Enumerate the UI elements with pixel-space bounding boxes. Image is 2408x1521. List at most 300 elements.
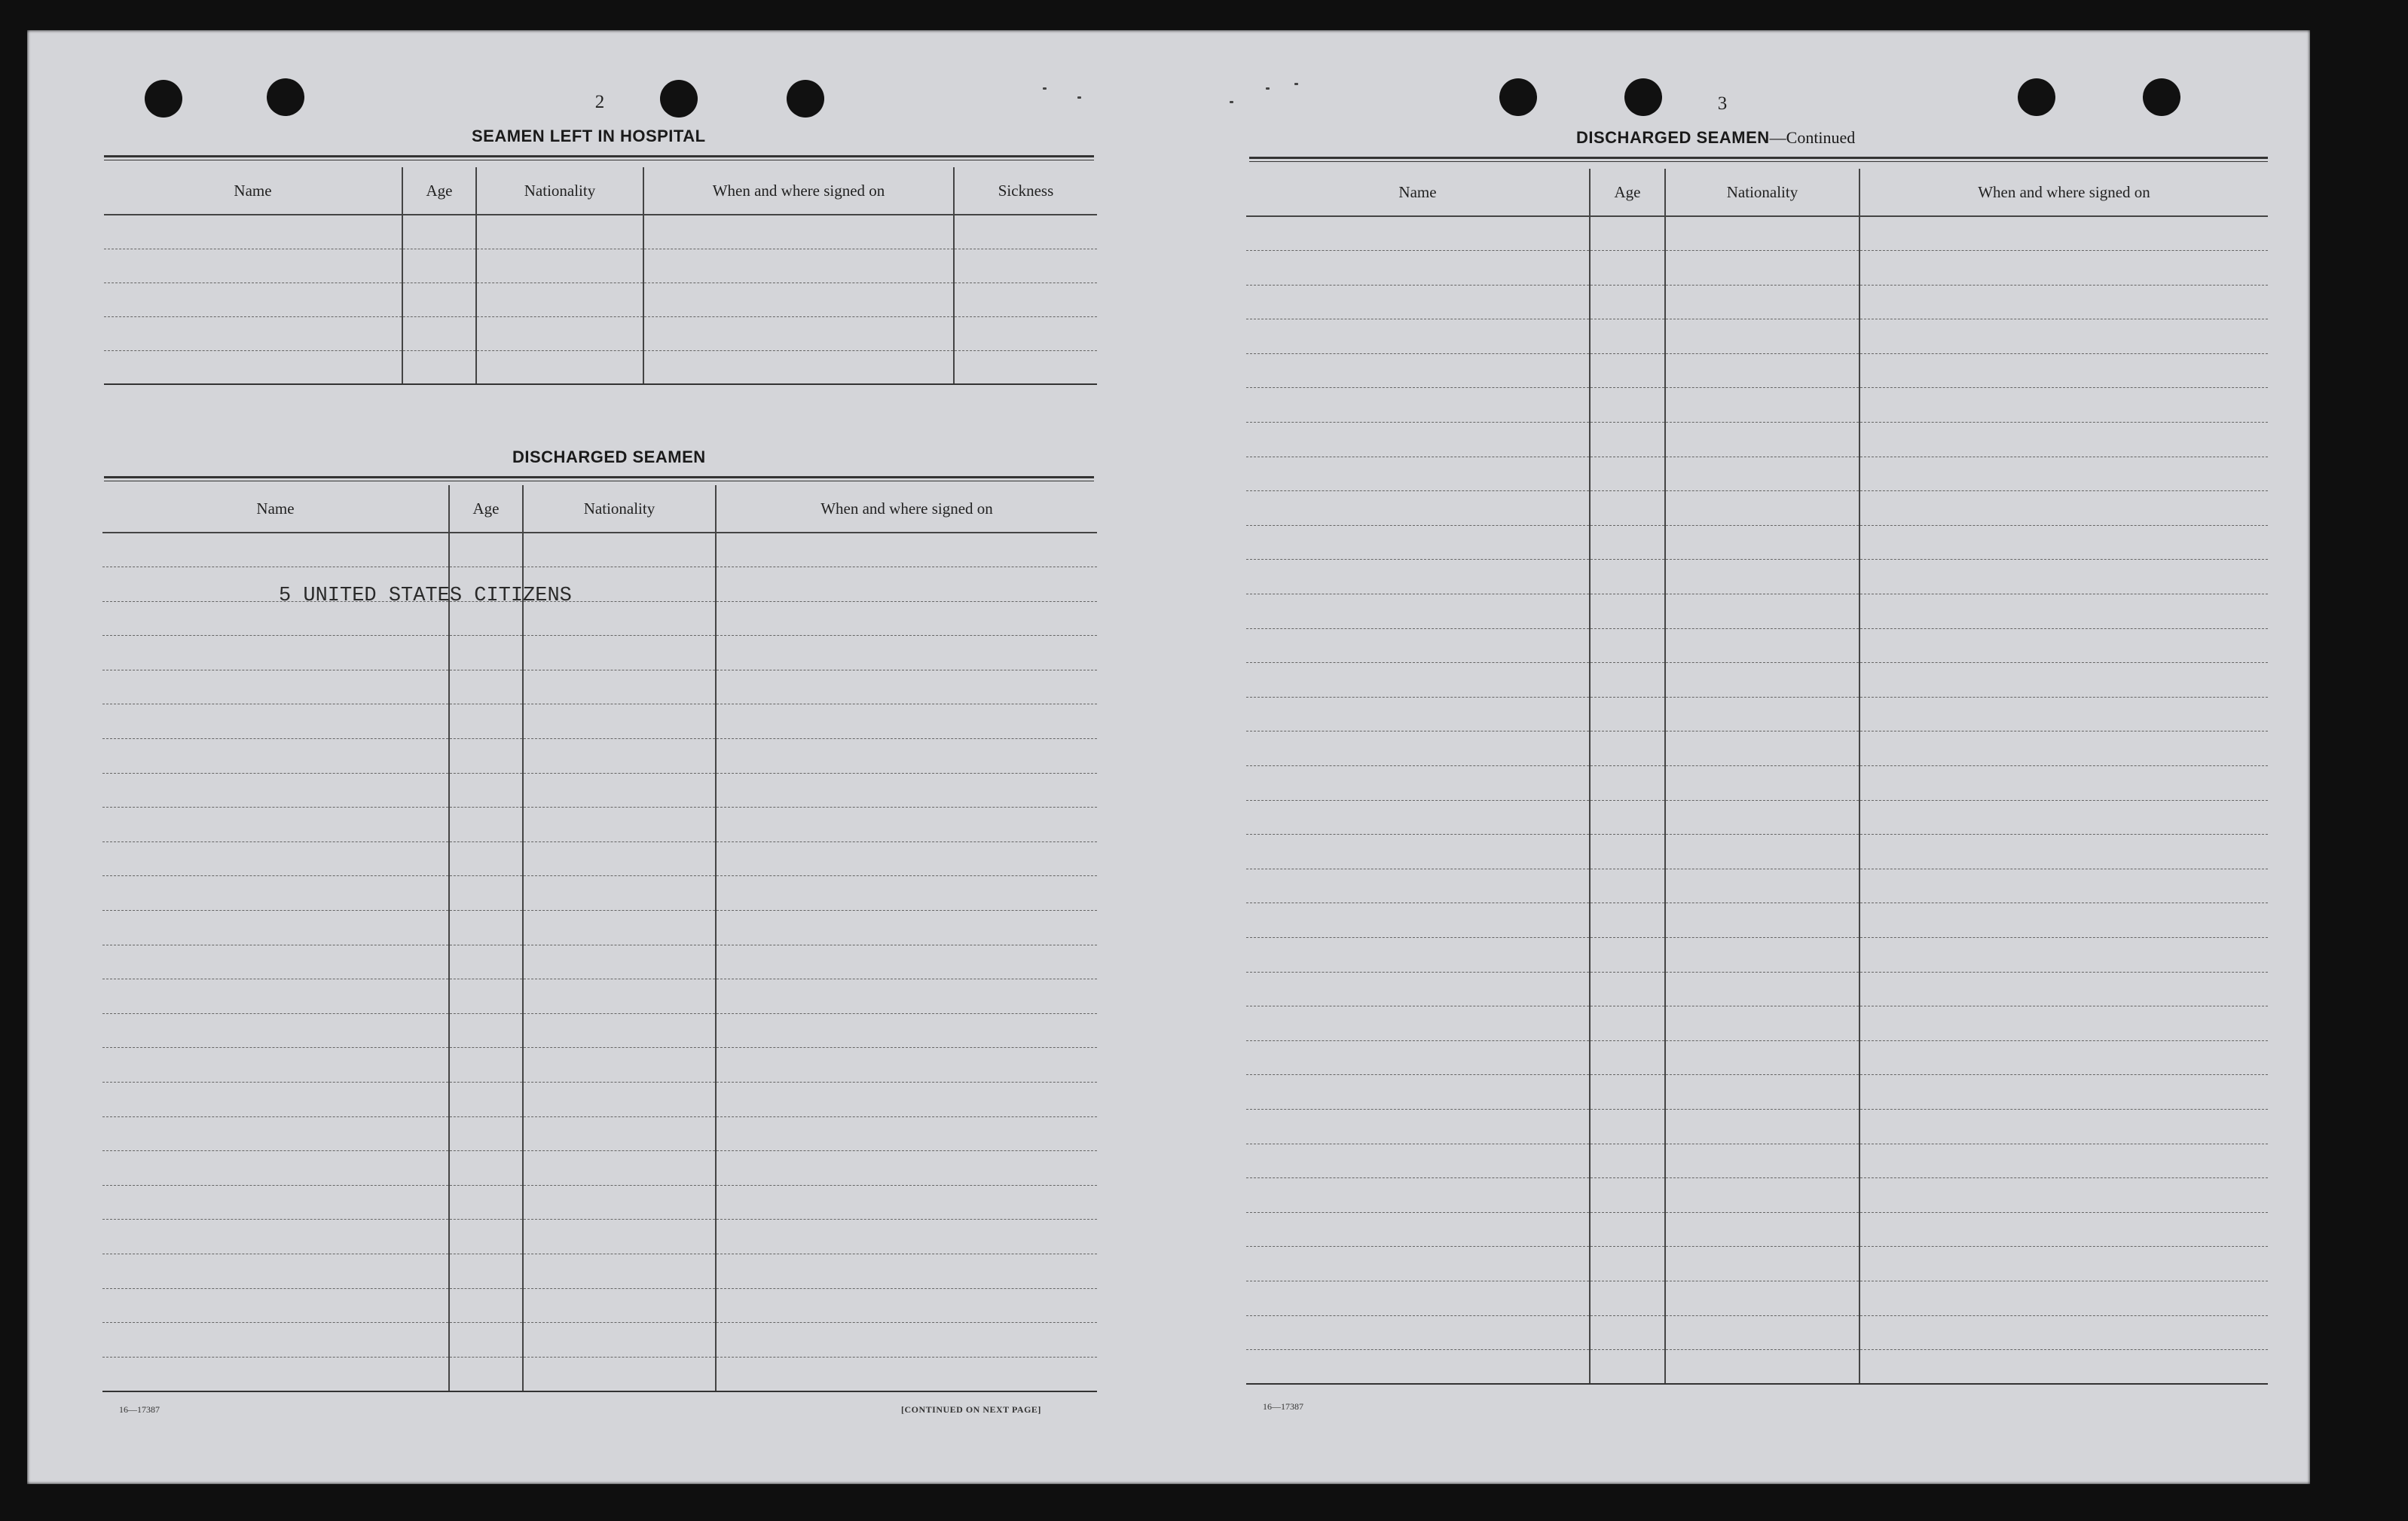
table-cell[interactable] bbox=[102, 1048, 449, 1083]
table-cell[interactable] bbox=[1859, 697, 2268, 731]
table-cell[interactable] bbox=[104, 283, 402, 316]
table-cell[interactable] bbox=[1590, 835, 1665, 869]
punch-hole bbox=[2143, 78, 2180, 116]
table-cell[interactable] bbox=[1246, 1109, 1590, 1144]
table-cell[interactable] bbox=[1590, 1315, 1665, 1350]
table-cell[interactable] bbox=[1246, 560, 1590, 594]
table-cell[interactable] bbox=[1590, 594, 1665, 629]
table-cell[interactable] bbox=[1246, 731, 1590, 766]
table-cell[interactable] bbox=[1665, 869, 1859, 903]
table-cell[interactable] bbox=[1665, 423, 1859, 457]
col-header-name: Name bbox=[104, 167, 402, 215]
table-cell[interactable] bbox=[1665, 697, 1859, 731]
table-cell[interactable] bbox=[1665, 1247, 1859, 1281]
table-row bbox=[102, 1083, 1097, 1117]
table-cell[interactable] bbox=[1246, 353, 1590, 388]
table-cell[interactable] bbox=[1859, 869, 2268, 903]
ledger-sheet bbox=[27, 30, 2310, 1484]
table-cell[interactable] bbox=[102, 1013, 449, 1048]
table-cell[interactable] bbox=[104, 249, 402, 283]
table-cell[interactable] bbox=[716, 1323, 1097, 1358]
table-cell[interactable] bbox=[1859, 1281, 2268, 1315]
right-title-suffix: —Continued bbox=[1769, 128, 1856, 147]
table-row bbox=[1246, 1040, 2268, 1075]
table-cell[interactable] bbox=[716, 1083, 1097, 1117]
hospital-table bbox=[104, 167, 1097, 385]
table-cell[interactable] bbox=[716, 841, 1097, 876]
col-header-name: Name bbox=[1246, 169, 1590, 216]
table-cell[interactable] bbox=[1246, 457, 1590, 491]
table-cell[interactable] bbox=[102, 1357, 449, 1391]
table-row bbox=[1246, 869, 2268, 903]
table-row bbox=[1246, 353, 2268, 388]
table-row bbox=[1246, 1075, 2268, 1110]
table-cell[interactable] bbox=[1665, 1212, 1859, 1247]
table-cell[interactable] bbox=[1590, 285, 1665, 319]
table-cell[interactable] bbox=[1246, 1281, 1590, 1315]
table-cell[interactable] bbox=[476, 283, 643, 316]
table-cell[interactable] bbox=[716, 601, 1097, 636]
table-cell[interactable] bbox=[716, 1288, 1097, 1323]
table-cell[interactable] bbox=[523, 704, 716, 739]
table-cell[interactable] bbox=[102, 808, 449, 842]
table-cell[interactable] bbox=[1590, 1178, 1665, 1213]
table-cell[interactable] bbox=[523, 1013, 716, 1048]
table-cell[interactable] bbox=[1665, 1281, 1859, 1315]
table-cell[interactable] bbox=[523, 841, 716, 876]
table-cell[interactable] bbox=[643, 316, 954, 350]
table-cell[interactable] bbox=[449, 1116, 523, 1151]
table-cell[interactable] bbox=[1590, 1006, 1665, 1041]
table-cell[interactable] bbox=[523, 533, 716, 567]
table-cell[interactable] bbox=[716, 670, 1097, 704]
table-row bbox=[1246, 594, 2268, 629]
table-row bbox=[102, 1048, 1097, 1083]
table-cell[interactable] bbox=[102, 773, 449, 808]
table-cell[interactable] bbox=[1246, 903, 1590, 938]
table-cell[interactable] bbox=[1859, 628, 2268, 663]
table-cell[interactable] bbox=[1246, 525, 1590, 560]
table-cell[interactable] bbox=[1590, 697, 1665, 731]
table-cell[interactable] bbox=[716, 1357, 1097, 1391]
table-cell[interactable] bbox=[1246, 1040, 1590, 1075]
table-cell[interactable] bbox=[1246, 216, 1590, 251]
table-row bbox=[102, 567, 1097, 602]
table-cell[interactable] bbox=[1246, 1315, 1590, 1350]
table-cell[interactable] bbox=[1590, 628, 1665, 663]
table-cell[interactable] bbox=[1665, 388, 1859, 423]
table-cell[interactable] bbox=[523, 739, 716, 774]
table-cell[interactable] bbox=[1859, 560, 2268, 594]
table-cell[interactable] bbox=[1246, 1350, 1590, 1385]
table-cell[interactable] bbox=[1590, 903, 1665, 938]
table-cell[interactable] bbox=[1859, 972, 2268, 1006]
table-cell[interactable] bbox=[954, 350, 1097, 384]
table-cell[interactable] bbox=[716, 533, 1097, 567]
table-cell[interactable] bbox=[1665, 319, 1859, 354]
table-cell[interactable] bbox=[523, 1323, 716, 1358]
table-cell[interactable] bbox=[716, 911, 1097, 945]
table-row bbox=[102, 533, 1097, 567]
table-cell[interactable] bbox=[716, 1185, 1097, 1220]
typed-entry: 5 UNITED STATES CITIZENS bbox=[279, 585, 572, 607]
table-cell[interactable] bbox=[716, 945, 1097, 979]
table-cell[interactable] bbox=[102, 636, 449, 670]
table-cell[interactable] bbox=[716, 1116, 1097, 1151]
table-row bbox=[1246, 423, 2268, 457]
table-row bbox=[102, 945, 1097, 979]
table-cell[interactable] bbox=[1246, 800, 1590, 835]
table-cell[interactable] bbox=[1246, 319, 1590, 354]
table-cell[interactable] bbox=[643, 215, 954, 249]
table-cell[interactable] bbox=[1665, 731, 1859, 766]
table-cell[interactable] bbox=[1665, 457, 1859, 491]
table-cell[interactable] bbox=[102, 1151, 449, 1186]
table-cell[interactable] bbox=[1859, 1006, 2268, 1041]
table-cell[interactable] bbox=[1859, 491, 2268, 526]
table-cell[interactable] bbox=[1859, 388, 2268, 423]
table-cell[interactable] bbox=[449, 1013, 523, 1048]
table-cell[interactable] bbox=[1859, 800, 2268, 835]
table-cell[interactable] bbox=[104, 350, 402, 384]
table-cell[interactable] bbox=[523, 1151, 716, 1186]
table-cell[interactable] bbox=[954, 249, 1097, 283]
table-cell[interactable] bbox=[1590, 216, 1665, 251]
table-cell[interactable] bbox=[449, 911, 523, 945]
speck bbox=[1294, 83, 1298, 85]
table-cell[interactable] bbox=[1859, 835, 2268, 869]
punch-hole bbox=[145, 80, 182, 118]
table-cell[interactable] bbox=[102, 1288, 449, 1323]
table-row bbox=[1246, 1006, 2268, 1041]
table-cell[interactable] bbox=[1590, 560, 1665, 594]
table-cell[interactable] bbox=[716, 808, 1097, 842]
table-cell[interactable] bbox=[1246, 697, 1590, 731]
table-cell[interactable] bbox=[1665, 628, 1859, 663]
table-cell[interactable] bbox=[449, 739, 523, 774]
table-cell[interactable] bbox=[402, 283, 476, 316]
table-cell[interactable] bbox=[1665, 285, 1859, 319]
table-cell[interactable] bbox=[1859, 1350, 2268, 1385]
table-cell[interactable] bbox=[449, 670, 523, 704]
table-cell[interactable] bbox=[402, 249, 476, 283]
table-cell[interactable] bbox=[102, 1220, 449, 1254]
table-cell[interactable] bbox=[1665, 1040, 1859, 1075]
table-cell[interactable] bbox=[523, 1220, 716, 1254]
table-cell[interactable] bbox=[523, 945, 716, 979]
table-cell[interactable] bbox=[102, 704, 449, 739]
table-cell[interactable] bbox=[1590, 1040, 1665, 1075]
table-cell[interactable] bbox=[1246, 1212, 1590, 1247]
table-cell[interactable] bbox=[476, 316, 643, 350]
form-number-left: 16—17387 bbox=[119, 1404, 160, 1415]
table-cell[interactable] bbox=[716, 1048, 1097, 1083]
table-cell[interactable] bbox=[104, 316, 402, 350]
table-cell[interactable] bbox=[1246, 835, 1590, 869]
table-row bbox=[102, 1220, 1097, 1254]
table-cell[interactable] bbox=[716, 1220, 1097, 1254]
table-cell[interactable] bbox=[1246, 594, 1590, 629]
table-cell[interactable] bbox=[102, 533, 449, 567]
table-cell[interactable] bbox=[1590, 251, 1665, 286]
table-cell[interactable] bbox=[1665, 560, 1859, 594]
table-cell[interactable] bbox=[1246, 1247, 1590, 1281]
table-cell[interactable] bbox=[449, 1083, 523, 1117]
table-cell[interactable] bbox=[1246, 766, 1590, 801]
table-row bbox=[1246, 1109, 2268, 1144]
table-cell[interactable] bbox=[1665, 800, 1859, 835]
right-top-rule bbox=[1249, 157, 2268, 162]
table-cell[interactable] bbox=[1246, 251, 1590, 286]
table-cell[interactable] bbox=[716, 739, 1097, 774]
table-cell[interactable] bbox=[1859, 1109, 2268, 1144]
table-cell[interactable] bbox=[449, 1151, 523, 1186]
table-cell[interactable] bbox=[1859, 1144, 2268, 1178]
table-row bbox=[1246, 216, 2268, 251]
table-cell[interactable] bbox=[1246, 1178, 1590, 1213]
col-header-sickness: Sickness bbox=[954, 167, 1097, 215]
table-cell[interactable] bbox=[402, 215, 476, 249]
page-number-left: 2 bbox=[594, 92, 605, 112]
table-cell[interactable] bbox=[449, 979, 523, 1014]
table-row bbox=[1246, 525, 2268, 560]
table-cell[interactable] bbox=[102, 841, 449, 876]
table-cell[interactable] bbox=[523, 808, 716, 842]
table-cell[interactable] bbox=[1665, 216, 1859, 251]
table-row bbox=[1246, 251, 2268, 286]
table-cell[interactable] bbox=[449, 1254, 523, 1288]
table-cell[interactable] bbox=[102, 1185, 449, 1220]
col-header-nationality: Nationality bbox=[1665, 169, 1859, 216]
table-cell[interactable] bbox=[1665, 1178, 1859, 1213]
table-cell[interactable] bbox=[716, 567, 1097, 602]
table-cell[interactable] bbox=[449, 1288, 523, 1323]
table-cell[interactable] bbox=[449, 1185, 523, 1220]
table-cell[interactable] bbox=[1590, 1109, 1665, 1144]
table-cell[interactable] bbox=[1665, 835, 1859, 869]
table-cell[interactable] bbox=[523, 1048, 716, 1083]
table-row bbox=[102, 1254, 1097, 1288]
table-cell[interactable] bbox=[476, 215, 643, 249]
table-cell[interactable] bbox=[523, 670, 716, 704]
table-cell[interactable] bbox=[104, 215, 402, 249]
table-cell[interactable] bbox=[1246, 869, 1590, 903]
table-cell[interactable] bbox=[1590, 353, 1665, 388]
table-cell[interactable] bbox=[1859, 731, 2268, 766]
table-cell[interactable] bbox=[449, 704, 523, 739]
table-cell[interactable] bbox=[1859, 1040, 2268, 1075]
table-cell[interactable] bbox=[449, 1220, 523, 1254]
table-row bbox=[1246, 697, 2268, 731]
table-cell[interactable] bbox=[1859, 594, 2268, 629]
table-cell[interactable] bbox=[449, 945, 523, 979]
table-cell[interactable] bbox=[1859, 1212, 2268, 1247]
table-cell[interactable] bbox=[1859, 353, 2268, 388]
table-cell[interactable] bbox=[1246, 423, 1590, 457]
table-cell[interactable] bbox=[1859, 423, 2268, 457]
table-cell[interactable] bbox=[102, 1083, 449, 1117]
table-cell[interactable] bbox=[1665, 1144, 1859, 1178]
table-cell[interactable] bbox=[523, 1185, 716, 1220]
table-row bbox=[1246, 1144, 2268, 1178]
table-cell[interactable] bbox=[1859, 525, 2268, 560]
table-cell[interactable] bbox=[1665, 903, 1859, 938]
table-cell[interactable] bbox=[1859, 937, 2268, 972]
table-cell[interactable] bbox=[1590, 1212, 1665, 1247]
table-cell[interactable] bbox=[1246, 628, 1590, 663]
table-cell[interactable] bbox=[1590, 1281, 1665, 1315]
table-cell[interactable] bbox=[102, 945, 449, 979]
table-cell[interactable] bbox=[1246, 1006, 1590, 1041]
table-cell[interactable] bbox=[449, 636, 523, 670]
table-cell[interactable] bbox=[449, 1323, 523, 1358]
table-cell[interactable] bbox=[1590, 937, 1665, 972]
table-cell[interactable] bbox=[1859, 216, 2268, 251]
table-cell[interactable] bbox=[523, 1288, 716, 1323]
table-cell[interactable] bbox=[1859, 663, 2268, 698]
table-row bbox=[1246, 663, 2268, 698]
table-row bbox=[1246, 800, 2268, 835]
table-cell[interactable] bbox=[1590, 525, 1665, 560]
table-cell[interactable] bbox=[523, 1357, 716, 1391]
col-header-age: Age bbox=[1590, 169, 1665, 216]
table-cell[interactable] bbox=[523, 911, 716, 945]
table-cell[interactable] bbox=[954, 316, 1097, 350]
table-cell[interactable] bbox=[1590, 1350, 1665, 1385]
table-cell[interactable] bbox=[523, 773, 716, 808]
table-cell[interactable] bbox=[102, 1116, 449, 1151]
table-cell[interactable] bbox=[523, 636, 716, 670]
table-cell[interactable] bbox=[1665, 594, 1859, 629]
table-cell[interactable] bbox=[1590, 1247, 1665, 1281]
table-cell[interactable] bbox=[1590, 1144, 1665, 1178]
table-cell[interactable] bbox=[1665, 972, 1859, 1006]
punch-hole bbox=[660, 80, 698, 118]
table-cell[interactable] bbox=[716, 1151, 1097, 1186]
table-cell[interactable] bbox=[1590, 457, 1665, 491]
table-cell[interactable] bbox=[1859, 285, 2268, 319]
table-row bbox=[102, 1323, 1097, 1358]
table-cell[interactable] bbox=[643, 249, 954, 283]
table-cell[interactable] bbox=[1859, 1247, 2268, 1281]
table-cell[interactable] bbox=[102, 739, 449, 774]
table-row bbox=[102, 1185, 1097, 1220]
table-cell[interactable] bbox=[1590, 766, 1665, 801]
table-cell[interactable] bbox=[1665, 663, 1859, 698]
table-cell[interactable] bbox=[1665, 353, 1859, 388]
table-cell[interactable] bbox=[523, 1116, 716, 1151]
table-cell[interactable] bbox=[716, 773, 1097, 808]
table-cell[interactable] bbox=[1665, 1350, 1859, 1385]
table-cell[interactable] bbox=[1246, 491, 1590, 526]
table-cell[interactable] bbox=[449, 1048, 523, 1083]
table-cell[interactable] bbox=[449, 841, 523, 876]
table-cell[interactable] bbox=[449, 533, 523, 567]
table-row bbox=[102, 670, 1097, 704]
table-row bbox=[1246, 731, 2268, 766]
table-cell[interactable] bbox=[1665, 766, 1859, 801]
punch-hole bbox=[267, 78, 304, 116]
table-cell[interactable] bbox=[643, 350, 954, 384]
table-cell[interactable] bbox=[1590, 731, 1665, 766]
table-cell[interactable] bbox=[716, 636, 1097, 670]
table-cell[interactable] bbox=[1246, 1144, 1590, 1178]
table-cell[interactable] bbox=[1246, 972, 1590, 1006]
table-cell[interactable] bbox=[954, 283, 1097, 316]
table-cell[interactable] bbox=[1246, 937, 1590, 972]
table-cell[interactable] bbox=[1859, 319, 2268, 354]
table-cell[interactable] bbox=[716, 1254, 1097, 1288]
table-cell[interactable] bbox=[1590, 869, 1665, 903]
table-cell[interactable] bbox=[1590, 319, 1665, 354]
table-cell[interactable] bbox=[1859, 1315, 2268, 1350]
table-cell[interactable] bbox=[1665, 1075, 1859, 1110]
table-cell[interactable] bbox=[1859, 1075, 2268, 1110]
table-cell[interactable] bbox=[1859, 457, 2268, 491]
table-cell[interactable] bbox=[523, 876, 716, 911]
table-cell[interactable] bbox=[523, 1083, 716, 1117]
table-row bbox=[1246, 319, 2268, 354]
table-cell[interactable] bbox=[1665, 251, 1859, 286]
table-cell[interactable] bbox=[1590, 663, 1665, 698]
table-cell[interactable] bbox=[1246, 388, 1590, 423]
table-cell[interactable] bbox=[102, 670, 449, 704]
table-cell[interactable] bbox=[716, 704, 1097, 739]
table-cell[interactable] bbox=[716, 979, 1097, 1014]
table-cell[interactable] bbox=[1246, 1075, 1590, 1110]
table-row bbox=[1246, 903, 2268, 938]
table-cell[interactable] bbox=[523, 1254, 716, 1288]
table-cell[interactable] bbox=[402, 350, 476, 384]
table-cell[interactable] bbox=[102, 979, 449, 1014]
table-cell[interactable] bbox=[1859, 251, 2268, 286]
table-cell[interactable] bbox=[402, 316, 476, 350]
table-cell[interactable] bbox=[1590, 1075, 1665, 1110]
table-cell[interactable] bbox=[1590, 972, 1665, 1006]
table-cell[interactable] bbox=[1859, 1178, 2268, 1213]
table-cell[interactable] bbox=[1665, 491, 1859, 526]
table-cell[interactable] bbox=[449, 876, 523, 911]
table-cell[interactable] bbox=[1665, 1109, 1859, 1144]
table-cell[interactable] bbox=[102, 1323, 449, 1358]
table-cell[interactable] bbox=[1665, 937, 1859, 972]
table-cell[interactable] bbox=[102, 1254, 449, 1288]
table-cell[interactable] bbox=[1590, 423, 1665, 457]
table-cell[interactable] bbox=[476, 249, 643, 283]
table-cell[interactable] bbox=[1665, 525, 1859, 560]
table-cell[interactable] bbox=[1665, 1006, 1859, 1041]
table-cell[interactable] bbox=[1859, 766, 2268, 801]
table-cell[interactable] bbox=[449, 808, 523, 842]
table-cell[interactable] bbox=[476, 350, 643, 384]
table-cell[interactable] bbox=[1590, 491, 1665, 526]
table-cell[interactable] bbox=[102, 911, 449, 945]
table-cell[interactable] bbox=[1859, 903, 2268, 938]
table-cell[interactable] bbox=[523, 979, 716, 1014]
table-cell[interactable] bbox=[1590, 800, 1665, 835]
table-cell[interactable] bbox=[1246, 285, 1590, 319]
table-cell[interactable] bbox=[449, 773, 523, 808]
table-cell[interactable] bbox=[643, 283, 954, 316]
table-cell[interactable] bbox=[449, 1357, 523, 1391]
table-cell[interactable] bbox=[1590, 388, 1665, 423]
table-cell[interactable] bbox=[1246, 663, 1590, 698]
table-cell[interactable] bbox=[716, 876, 1097, 911]
table-cell[interactable] bbox=[1665, 1315, 1859, 1350]
table-cell[interactable] bbox=[716, 1013, 1097, 1048]
table-cell[interactable] bbox=[954, 215, 1097, 249]
table-cell[interactable] bbox=[102, 876, 449, 911]
